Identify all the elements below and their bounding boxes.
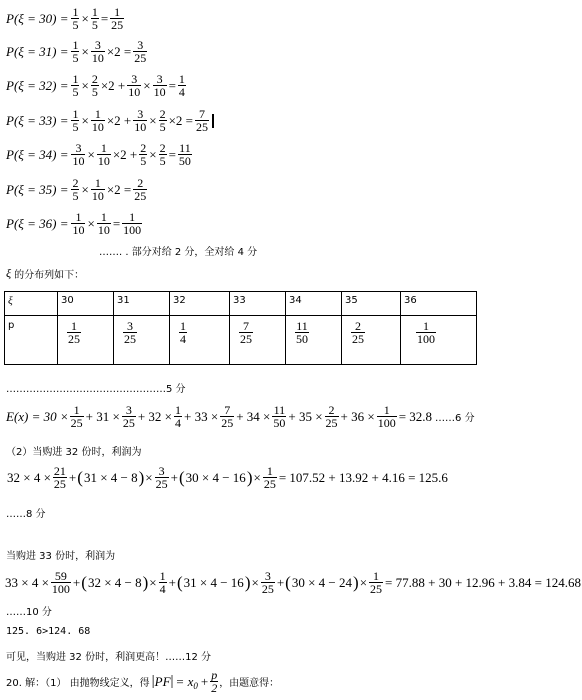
profit33-paren: ): [142, 572, 149, 592]
profit33-paren: ): [353, 572, 359, 592]
expectation-fraction: $\frac{11}{50}$: [273, 403, 286, 430]
profit32-operator: ×: [253, 469, 261, 485]
probability-fraction: $\frac{3}{25}$: [134, 38, 147, 65]
comparison: 125. 6>124. 68: [6, 626, 91, 637]
question-20-prefix: 20. 解：（1） 由抛物线定义，得: [6, 678, 150, 689]
probability-operator: ×: [81, 77, 89, 93]
plus-sign: +: [200, 673, 209, 689]
value-cell: 36: [401, 292, 477, 316]
conclusion: 可见，当购进 32 份时，利润更高！……12 分: [6, 652, 211, 663]
x0-subscript: 0: [193, 680, 198, 691]
expectation-operator: = 32.8: [398, 408, 433, 424]
distribution-intro-text: 的分布列如下：: [14, 270, 85, 281]
profit32-operator: 32 × 4 ×: [7, 469, 51, 485]
prob-cell: $\frac{3}{25}$: [114, 316, 170, 365]
profit32-paren: (: [178, 467, 185, 487]
probability-line: [6, 6, 125, 31]
profit32-paren: ): [138, 467, 145, 487]
probability-line: [6, 39, 148, 64]
value-cell: 31: [114, 292, 170, 316]
probability-operator: ×2 +: [106, 112, 132, 128]
expectation-operator: + 35 ×: [288, 408, 323, 424]
probability-rhs: [70, 6, 125, 31]
profit32-operator: 31 × 4 − 8: [83, 469, 138, 485]
score-note-partial: ……. . 部分对给 2 分，全对给 4 分: [99, 247, 258, 258]
probability-operator: ×: [149, 146, 157, 162]
profit33-operator: = 77.88 + 30 + 12.96 + 3.84 = 124.68: [385, 574, 581, 590]
probability-fraction: $\frac{1}{5}$: [72, 38, 79, 65]
profit33-operator: 31 × 4 − 16: [183, 574, 244, 590]
profit33-paren: (: [81, 572, 87, 592]
probability-fraction: $\frac{1}{5}$: [72, 72, 79, 99]
probability-operator: =: [168, 146, 176, 162]
probability-fraction: $\frac{1}{10}$: [97, 210, 110, 237]
profit33-operator: 33 × 4 ×: [5, 574, 49, 590]
probability-operator: ×: [87, 215, 95, 231]
probability-fraction: $\frac{1}{10}$: [72, 210, 85, 237]
expectation-line: [6, 404, 475, 429]
probability-lhs: P(ξ = 33) =: [6, 112, 69, 128]
xi-symbol: ξ: [6, 266, 12, 280]
probability-rhs: [70, 142, 192, 167]
table-row-values: [5, 292, 477, 316]
probability-lhs: P(ξ = 30) =: [6, 10, 69, 26]
expectation-operator: + 36 ×: [340, 408, 375, 424]
prob-label-cell: p: [5, 316, 58, 365]
prob-cell: $\frac{2}{25}$: [342, 316, 401, 365]
probability-operator: ×: [81, 181, 89, 197]
profit32-operator: 30 × 4 − 16: [185, 469, 246, 485]
prob-cell: $\frac{7}{25}$: [230, 316, 286, 365]
profit32-paren: (: [77, 467, 83, 487]
probability-lhs: P(ξ = 35) =: [6, 181, 69, 197]
probability-fraction: $\frac{3}{10}$: [72, 141, 85, 168]
value-cell: 33: [230, 292, 286, 316]
probability-fraction: $\frac{1}{10}$: [97, 141, 110, 168]
probability-fraction: $\frac{1}{10}$: [91, 176, 104, 203]
question-20-line: [6, 669, 279, 694]
profit33-operator: ×: [251, 574, 259, 590]
expectation-operator: + 32 ×: [137, 408, 173, 424]
part33-intro: 当购进 33 份时，利润为: [6, 551, 116, 562]
profit33-paren: ): [244, 572, 251, 592]
probability-line: [6, 142, 193, 167]
expectation-fraction: $\frac{1}{4}$: [175, 403, 182, 430]
probability-operator: ×2 +: [112, 146, 138, 162]
value-cell: 34: [286, 292, 342, 316]
profit33-operator: ×: [359, 574, 368, 590]
profit-33-line: [4, 570, 582, 595]
probability-operator: ×: [149, 112, 157, 128]
probability-lhs: P(ξ = 34) =: [6, 146, 69, 162]
profit33-fraction: $\frac{59}{100}$: [51, 569, 70, 596]
profit32-operator: = 107.52 + 13.92 + 4.16 = 125.6: [278, 469, 448, 485]
expectation-lhs: E(x) = 30 ×: [6, 408, 69, 424]
probability-line: [6, 108, 214, 133]
profit32-fraction: $\frac{21}{25}$: [53, 464, 66, 491]
expectation-fraction: $\frac{3}{25}$: [122, 403, 135, 430]
profit33-operator: ×: [149, 574, 157, 590]
probability-operator: ×: [143, 77, 151, 93]
profit33-operator: +: [168, 574, 176, 590]
probability-rhs: [70, 39, 148, 64]
probability-operator: =: [168, 77, 176, 93]
probability-operator: =: [112, 215, 121, 231]
probability-rhs: [70, 177, 148, 202]
probability-line: [6, 73, 187, 98]
abs-bar-left: |: [151, 673, 155, 689]
probability-operator: ×2 =: [106, 43, 132, 59]
profit33-operator: 32 × 4 − 8: [87, 574, 142, 590]
profit32-fraction: $\frac{1}{25}$: [263, 464, 276, 491]
p-over-2: $\frac{p}{2}$: [211, 668, 218, 695]
expectation-fraction: $\frac{2}{25}$: [325, 403, 338, 430]
distribution-table: [4, 291, 477, 365]
probability-rhs: [70, 73, 186, 98]
profit33-fraction: $\frac{1}{4}$: [159, 569, 166, 596]
probability-rhs: [70, 211, 143, 236]
expectation-fraction: $\frac{7}{25}$: [221, 403, 234, 430]
question-20-suffix: ，由题意得：: [219, 678, 280, 689]
probability-fraction: $\frac{7}{25}$: [196, 107, 208, 134]
pf-symbol: PF: [154, 673, 171, 689]
probability-operator: ×2 =: [106, 181, 132, 197]
probability-operator: ×: [81, 112, 89, 128]
probability-fraction: $\frac{1}{4}$: [178, 72, 185, 99]
abs-bar-right: |: [170, 673, 174, 689]
probability-operator: ×2 =: [168, 112, 193, 128]
probability-fraction: $\frac{1}{5}$: [72, 107, 79, 134]
probability-operator: ×: [81, 43, 89, 59]
profit-33-expression: [4, 570, 582, 595]
score-note-10: ……10 分: [6, 607, 52, 618]
probability-fraction: $\frac{3}{10}$: [128, 72, 141, 99]
probability-lhs: P(ξ = 32) =: [6, 77, 69, 93]
probability-fraction: $\frac{1}{5}$: [72, 5, 79, 32]
text-cursor: [212, 114, 214, 128]
probability-operator: ×: [87, 146, 95, 162]
profit32-paren: ): [246, 467, 253, 487]
probability-fraction: $\frac{1}{5}$: [91, 5, 98, 32]
probability-fraction: $\frac{3}{10}$: [153, 72, 166, 99]
profit-32-line: [6, 465, 449, 490]
expectation-operator: + 31 ×: [85, 408, 120, 424]
part2-intro: （2）当购进 32 份时，利润为: [6, 447, 142, 458]
probability-fraction: $\frac{2}{25}$: [134, 176, 147, 203]
profit33-operator: 30 × 4 − 24: [291, 574, 353, 590]
prob-cell: $\frac{1}{100}$: [401, 316, 477, 365]
probability-fraction: $\frac{2}{5}$: [159, 107, 166, 134]
probability-lhs: P(ξ = 36) =: [6, 215, 69, 231]
probability-operator: =: [100, 10, 109, 26]
profit32-operator: +: [68, 469, 77, 485]
probability-fraction: $\frac{11}{50}$: [178, 141, 191, 168]
prob-cell: $\frac{1}{4}$: [170, 316, 230, 365]
value-cell: 35: [342, 292, 401, 316]
probability-fraction: $\frac{3}{10}$: [134, 107, 147, 134]
probability-fraction: $\frac{3}{10}$: [91, 38, 104, 65]
value-cell: 32: [170, 292, 230, 316]
probability-lhs: P(ξ = 31) =: [6, 43, 69, 59]
expectation-terms: [69, 404, 433, 429]
profit33-fraction: $\frac{3}{25}$: [261, 569, 274, 596]
distribution-intro: [6, 266, 84, 281]
expectation-fraction: $\frac{1}{25}$: [70, 403, 83, 430]
probability-operator: ×: [81, 10, 89, 26]
prob-cell: $\frac{1}{25}$: [58, 316, 114, 365]
value-cell: 30: [58, 292, 114, 316]
score-note-8: ……8 分: [6, 509, 46, 520]
probability-fraction: $\frac{1}{10}$: [91, 107, 104, 134]
x0-equation: = x: [175, 673, 194, 689]
profit32-fraction: $\frac{3}{25}$: [155, 464, 168, 491]
profit-32-expression: [6, 465, 449, 490]
header-label-cell: ξ: [5, 292, 58, 316]
probability-line: [6, 177, 148, 202]
probability-fraction: $\frac{1}{100}$: [123, 210, 142, 237]
profit33-paren: (: [176, 572, 183, 592]
profit32-operator: ×: [145, 469, 153, 485]
table-row-probabilities: [5, 316, 477, 365]
expectation-score: ……6 分: [435, 413, 475, 424]
probability-line: [6, 211, 143, 236]
profit33-fraction: $\frac{1}{25}$: [370, 569, 383, 596]
expectation-operator: + 33 ×: [184, 408, 219, 424]
profit33-operator: +: [276, 574, 285, 590]
probability-operator: ×2 +: [100, 77, 126, 93]
expectation-fraction: $\frac{1}{100}$: [377, 403, 396, 430]
expectation-operator: + 34 ×: [236, 408, 271, 424]
probability-fraction: $\frac{2}{5}$: [72, 176, 79, 203]
probability-fraction: $\frac{2}{5}$: [140, 141, 147, 168]
profit33-operator: +: [72, 574, 81, 590]
prob-cell: $\frac{11}{50}$: [286, 316, 342, 365]
probability-rhs: [70, 108, 210, 133]
profit33-paren: (: [285, 572, 291, 592]
probability-fraction: $\frac{1}{25}$: [111, 5, 124, 32]
profit32-operator: +: [170, 469, 178, 485]
score-note-5: …………………………………………5 分: [6, 384, 186, 395]
probability-fraction: $\frac{2}{5}$: [91, 72, 98, 99]
probability-fraction: $\frac{2}{5}$: [159, 141, 166, 168]
